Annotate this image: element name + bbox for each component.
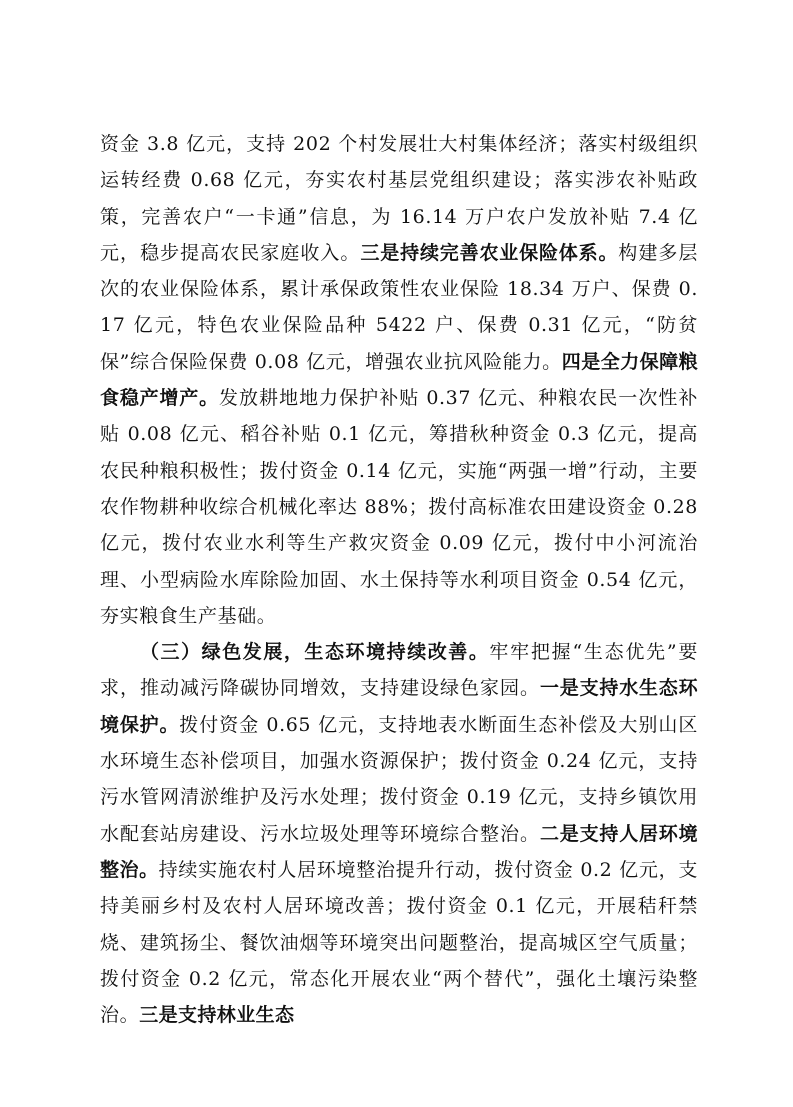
text-run: 牢牢把握“生态优先”要求，推动减污降碳协同增效，支持建设绿色家园。 — [100, 641, 698, 700]
document-page — [100, 126, 698, 1033]
text-run: 资金 3.8 亿元，支持 202 个村发展壮大村集体经济；落实村级组织运转经费 0.68 亿元，夯实农村基层党组织建设；落实涉农补贴政策，完善农户“一卡通”信息，为 16.14 万户农户发放补贴 7.4 亿元，稳步提高农民家庭收入。 — [100, 133, 698, 264]
text-run: 构建多层次的农业保险体系，累计承保政策性农业保险 18.34 万户、保费 0.17 亿元，特色农业保险品种 5422 户、保费 0.31 亿元，“防贫保”综合保险保费 0.08 亿元，增强农业抗风险能力。 — [100, 241, 698, 373]
paragraph-1 — [100, 126, 698, 634]
bold-heading-run: 三是支持林业生态 — [139, 1004, 295, 1027]
section-heading-run: （三）绿色发展，生态环境持续改善。 — [140, 641, 490, 664]
text-run: 拨付资金 0.65 亿元，支持地表水断面生态补偿及大别山区水环境生态补偿项目，加强水资源保护；拨付资金 0.24 亿元，支持污水管网清淤维护及污水处理；拨付资金 0.19 亿元，支持乡镇饮用水配套站房建设、污水垃圾处理等环境综合整治。 — [100, 713, 698, 845]
bold-heading-run: 二是支持人居环境整治。 — [100, 822, 698, 881]
bold-heading-run: 三是持续完善农业保险体系。 — [360, 241, 619, 264]
text-run: 发放耕地地力保护补贴 0.37 亿元、种粮农民一次性补贴 0.08 亿元、稻谷补贴 0.1 亿元，筹措秋种资金 0.3 亿元，提高农民种粮积极性；拨付资金 0.14 亿元，实施“两强一增”行动，主要农作物耕种收综合机械化率达 88%；拨付高标准农田建设资金 0.28 亿元，拨付农业水利等生产救灾资金 0.09 亿元，拨付中小河流治理、小型病险水库除险加固、水土保持等水利项目资金 0.54 亿元，夯实粮食生产基础。 — [100, 387, 698, 627]
text-run: 持续实施农村人居环境整治提升行动，拨付资金 0.2 亿元，支持美丽乡村及农村人居环境改善；拨付资金 0.1 亿元，开展秸秆禁烧、建筑扬尘、餐饮油烟等环境突出问题整治，提高城区空气质量；拨付资金 0.2 亿元，常态化开展农业“两个替代”，强化土壤污染整治。 — [100, 858, 699, 1027]
bold-heading-run: 四是全力保障粮食稳产增产。 — [100, 350, 698, 410]
bold-heading-run: 一是支持水生态环境保护。 — [100, 677, 698, 736]
paragraph-2 — [100, 634, 698, 1033]
